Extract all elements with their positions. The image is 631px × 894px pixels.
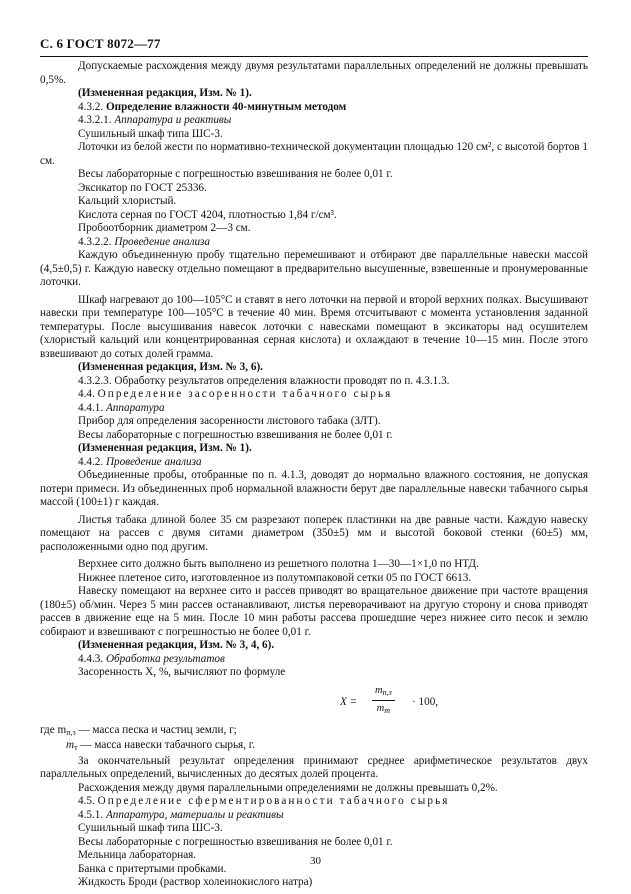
section-number: 4.3.2.2. [78,235,112,248]
section-number: 4.4. [78,388,95,400]
section-heading [40,795,588,809]
list-item: Весы лабораторные с погрешностью взвешивания не более 0,01 г. [78,168,393,180]
section-title: Определение засоренности табачного сырья [97,388,393,400]
formula [40,684,588,720]
subsection-heading [40,456,588,470]
subsection-heading [40,236,588,250]
section-title: Аппаратура, материалы и реактивы [105,808,284,821]
section-number: 4.5. [78,795,95,807]
list-item: Пробоотборник диаметром 2—3 см. [78,222,251,234]
subsection-heading [40,653,588,667]
list-item: Сушильный шкаф типа ШС-3. [78,127,223,140]
paragraph: Допускаемые расхождения между двумя результатами параллельных определений не должны превышать 0,5%. [40,60,588,86]
formula-numerator: $m_{п,з}$ [372,684,395,702]
formula-lhs: X = [340,695,358,708]
subsection-heading [40,114,588,128]
section-number: 4.5.1. [78,808,104,821]
amendment-note: (Измененная редакция, Изм. № 1). [78,87,252,99]
section-title: Определение влажности 40-минутным методом [105,100,347,113]
list-item: Сушильный шкаф типа ШС-3. [78,822,223,834]
formula-legend: $m_т$ — масса навески табачного сырья, г. [66,739,255,752]
list-item: Банка с притертыми пробками. [78,862,227,875]
amendment-note: (Измененная редакция, Изм. № 3, 6). [78,361,263,373]
paragraph: Шкаф нагревают до 100—105°С и ставят в него лоточки на первой и второй верхних полках. Высушивают навески при температуре 100—105°С в течение 40 мин. Время отсчитывают с момента установления заданной температуры. После высушивания навесок лоточки с навесками помещают в эксикаторы над осушителем (хлористый кальций или концентрированная серная кислота) и охлаждают в течение 10—15 мин. После этого взвешивают до сотых долей грамма. [40,293,588,360]
list-item: Весы лабораторные с погрешностью взвешивания не более 0,01 г. [78,428,393,441]
section-number: 4.4.3. [78,652,104,665]
paragraph: Навеску помещают на верхнее сито и рассев приводят во вращательное движение при частоте вращения (180±5) об/мин. Через 5 мин рассев останавливают, листья переворачивают на другую сторону и снова приводят рассев в движение еще на 5 мин. После 10 мин работы рассева прошедшие через нижнее сито песок и землю собирают и взвешивают с погрешностью не более 0,01 г. [40,585,588,638]
section-title: Аппаратура [105,401,165,414]
section-title: Проведение анализа [114,235,211,248]
paragraph: Каждую объединенную пробу тщательно перемешивают и отбирают две параллельные навески массой (4,5±0,5) г. Каждую навеску отдельно помещают в предварительно высушенные, взвешенные и пронумерованные лоточки. [40,249,588,288]
section-title: Проведение анализа [105,455,202,468]
section-title: Определение сферментированности табачного сырья [97,795,450,807]
paragraph: Нижнее плетеное сито, изготовленное из полутомпаковой сетки 05 по ГОСТ 6613. [78,571,472,584]
subsection-heading [40,809,588,823]
list-item: Мельница лабораторная. [78,849,197,861]
section-heading [40,101,588,115]
section-heading [40,388,588,402]
amendment-note: (Измененная редакция, Изм. № 3, 4, 6). [78,639,275,651]
paragraph: Объединенные пробы, отобранные по п. 4.1.3, доводят до нормально влажного состояния, не допуская потери примеси. Из объединенных проб нормальной влажности берут две параллельные навески табачного сырья массой (100±1) г каждая. [40,469,588,508]
section-number: 4.3.2. [78,100,104,113]
section-number: 4.4.2. [78,455,104,468]
paragraph: За окончательный результат определения принимают среднее арифметическое результатов двух параллельных определений, вычисленных до десятых долей процента. [40,754,588,780]
list-item: Кислота серная по ГОСТ 4204, плотностью 1,84 г/см³. [78,208,337,221]
formula-denominator: $m_т$ [376,703,391,715]
page-number: 30 [310,855,321,867]
list-item: Лоточки из белой жести по нормативно-технической документации площадью 120 см², с высотой бортов 1 см. [40,141,588,167]
list-item: Прибор для определения засоренности листового табака (ЗЛТ). [78,415,381,427]
header-rule [40,56,588,57]
list-item: Эксикатор по ГОСТ 25336. [78,181,207,194]
section-number: 4.4.1. [78,401,104,414]
list-item: Весы лабораторные с погрешностью взвешивания не более 0,01 г. [78,835,393,848]
amendment-note: (Измененная редакция, Изм. № 1). [78,442,252,454]
paragraph: Листья табака длиной более 35 см разрезают поперек пластинки на две равные части. Каждую навеску помещают на рассев с двумя ситами диаметром (350±5) мм и высотой боковой стенки (60±5) мм, расположенными одно под другим. [40,513,588,553]
document-body [40,60,588,890]
section-title: Аппаратура и реактивы [114,114,232,126]
paragraph: Расхождения между двумя параллельными определениями не должны превышать 0,2%. [78,781,498,794]
formula-fraction [372,684,395,718]
subsection-heading [40,402,588,416]
formula-rhs: · 100, [412,695,439,708]
list-item: Жидкость Броди (раствор холеинокислого натра) [78,876,313,888]
section-number: 4.3.2.1. [78,114,112,126]
formula-legend: где $m_{п,з}$ — масса песка и частиц земли, г; [40,723,237,737]
paragraph: 4.3.2.3. Обработку результатов определения влажности проводят по п. 4.3.1.3. [78,374,450,387]
paragraph: Засоренность X, %, вычисляют по формуле [78,666,286,678]
section-title: Обработка результатов [105,652,225,665]
paragraph: Верхнее сито должно быть выполнено из решетного полотна 1—30—1×1,0 по НТД. [78,558,479,570]
list-item: Кальций хлористый. [78,195,177,207]
page-header: С. 6 ГОСТ 8072—77 [40,36,161,51]
